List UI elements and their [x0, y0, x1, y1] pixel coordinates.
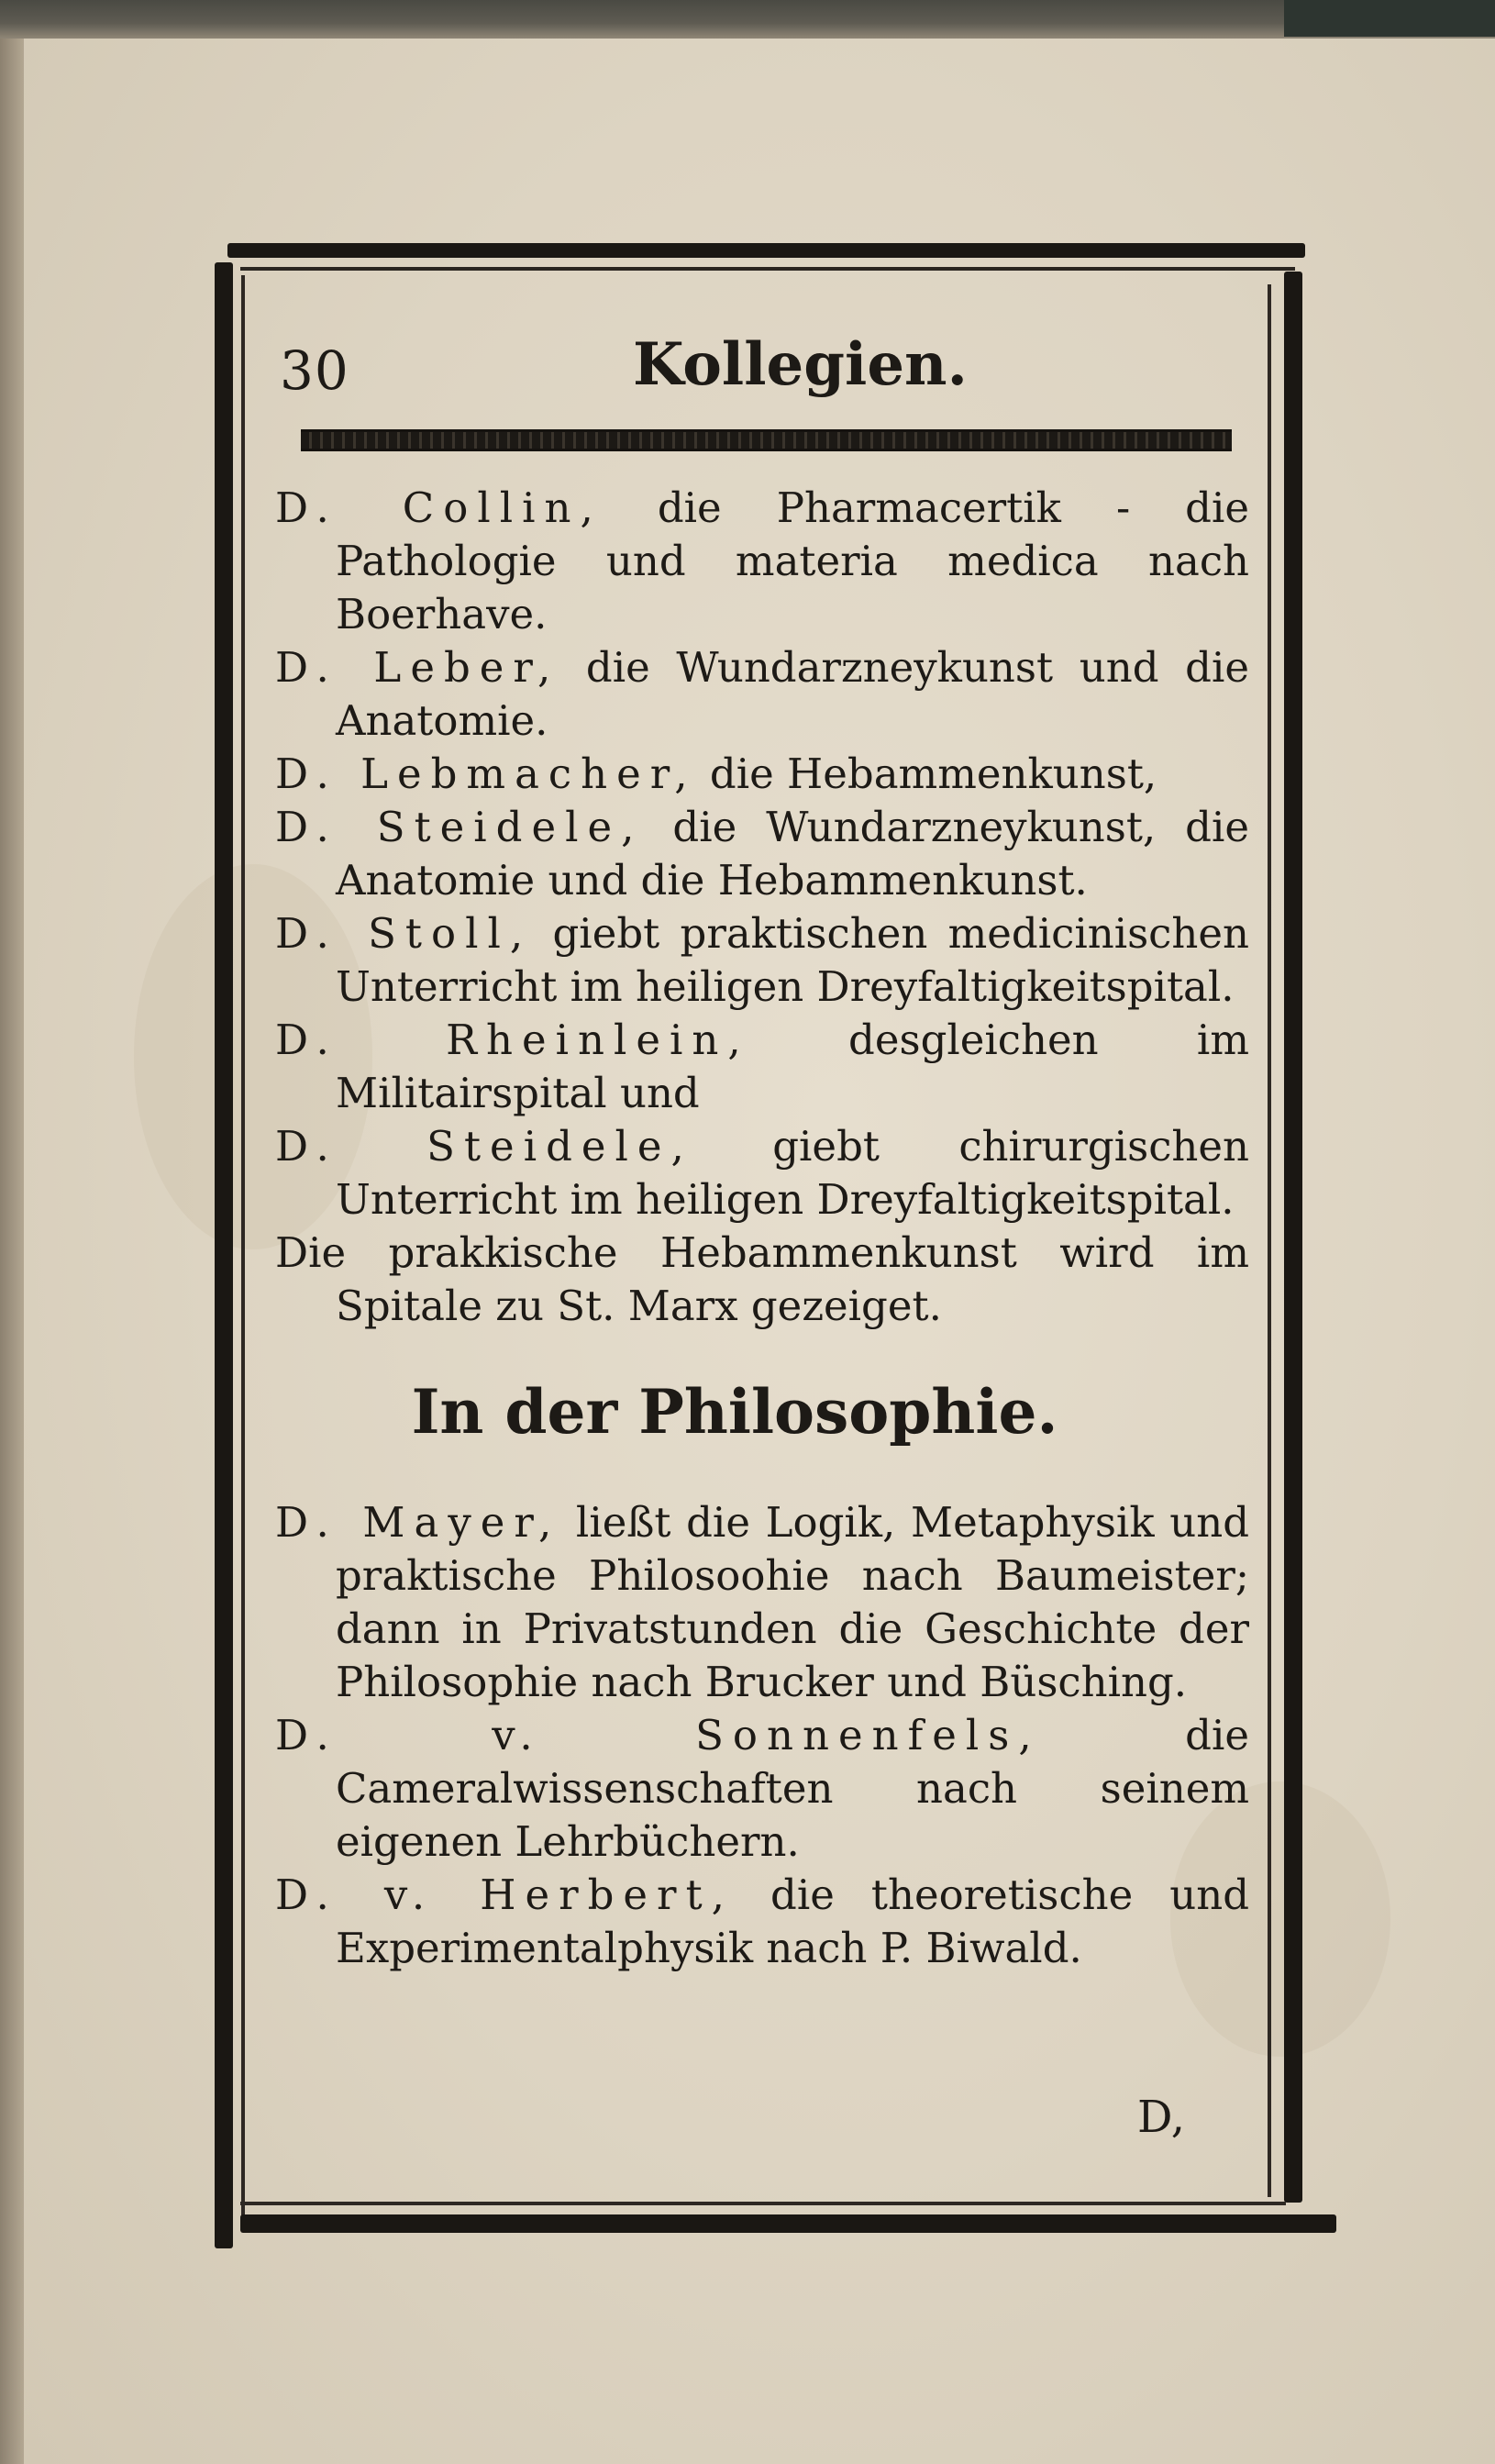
- lecture-subject: die Wundarzneykunst, die Anatomie und die Hebammenkunst.: [336, 803, 1249, 905]
- lecturer-name: D. Leber,: [275, 643, 560, 692]
- lecture-subject: giebt praktischen medicinischen Unterricht im heiligen Dreyfaltigkeitspital.: [336, 909, 1249, 1011]
- lecture-subject: ließt die Logik, Metaphysik und praktische Philosoohie nach Baumeister; dann in Privatstunden die Geschichte der Philosophie nach Brucker und Büsching.: [336, 1498, 1249, 1706]
- lecture-subject: giebt chirurgischen Unterricht im heiligen Dreyfaltigkeitspital.: [336, 1122, 1249, 1224]
- lecture-subject: die Wundarzneykunst und die Anatomie.: [336, 643, 1249, 745]
- lecture-entry: [275, 1014, 1249, 1120]
- frame-border-left: [215, 262, 233, 2248]
- frame-border-right: [1284, 272, 1302, 2203]
- page-body: [275, 482, 1249, 1975]
- lecturer-name: D. Lebmacher,: [275, 749, 697, 798]
- lecture-subject: die Pharmacertik - die Pathologie und materia medica nach Boerhave.: [336, 483, 1250, 638]
- lecturer-name: D. Steidele,: [275, 1122, 693, 1171]
- lecturer-name: D. Collin,: [275, 483, 603, 532]
- lecture-entry: [275, 748, 1249, 801]
- book-cover-corner: [1284, 0, 1495, 37]
- lecturer-name: D. Rheinlein,: [275, 1016, 750, 1064]
- lecture-entry: [275, 907, 1249, 1014]
- lecture-entry: [275, 1869, 1249, 1975]
- lecture-subject: die Hebammenkunst,: [709, 749, 1157, 798]
- lecture-subject: desgleichen im Militairspital und: [336, 1016, 1249, 1117]
- page-number: 30: [280, 339, 349, 402]
- frame-border-bottom: [240, 2214, 1336, 2233]
- lecturer-name: D. Mayer,: [275, 1498, 561, 1547]
- lecture-entry: [275, 1120, 1249, 1226]
- frame-inner-line-top: [240, 267, 1295, 271]
- lecture-subject: die theoretische und Experimentalphysik nach P. Biwald.: [336, 1870, 1250, 1972]
- frame-inner-line-left: [241, 275, 245, 2229]
- frame-border-top: [227, 243, 1305, 258]
- section-title: In der Philosophie.: [411, 1376, 1058, 1448]
- closing-paragraph: Die prakkische Hebammenkunst wird im Spitale zu St. Marx gezeiget.: [275, 1228, 1249, 1330]
- header-rule: [301, 429, 1232, 451]
- lecture-entry: [275, 801, 1249, 907]
- book-gutter: [0, 39, 24, 2464]
- lecture-entry: [275, 641, 1249, 748]
- lecture-entry: [275, 1709, 1249, 1869]
- book-edge-top: [0, 0, 1495, 39]
- lecture-entry: [275, 1496, 1249, 1709]
- lecturer-name: D. v. Herbert,: [275, 1870, 734, 1919]
- running-head: Kollegien.: [633, 330, 968, 399]
- catchword: D,: [1137, 2092, 1186, 2143]
- frame-inner-line-right: [1268, 284, 1271, 2197]
- lecture-entry: [275, 482, 1249, 641]
- frame-inner-line-bottom: [240, 2202, 1286, 2205]
- lecturer-name: D. Steidele,: [275, 803, 644, 851]
- lecturer-name: D. Stoll,: [275, 909, 533, 958]
- lecture-subject: die Cameralwissenschaften nach seinem eigenen Lehrbüchern.: [336, 1711, 1249, 1866]
- lecturer-name: D. v. Sonnenfels,: [275, 1711, 1041, 1759]
